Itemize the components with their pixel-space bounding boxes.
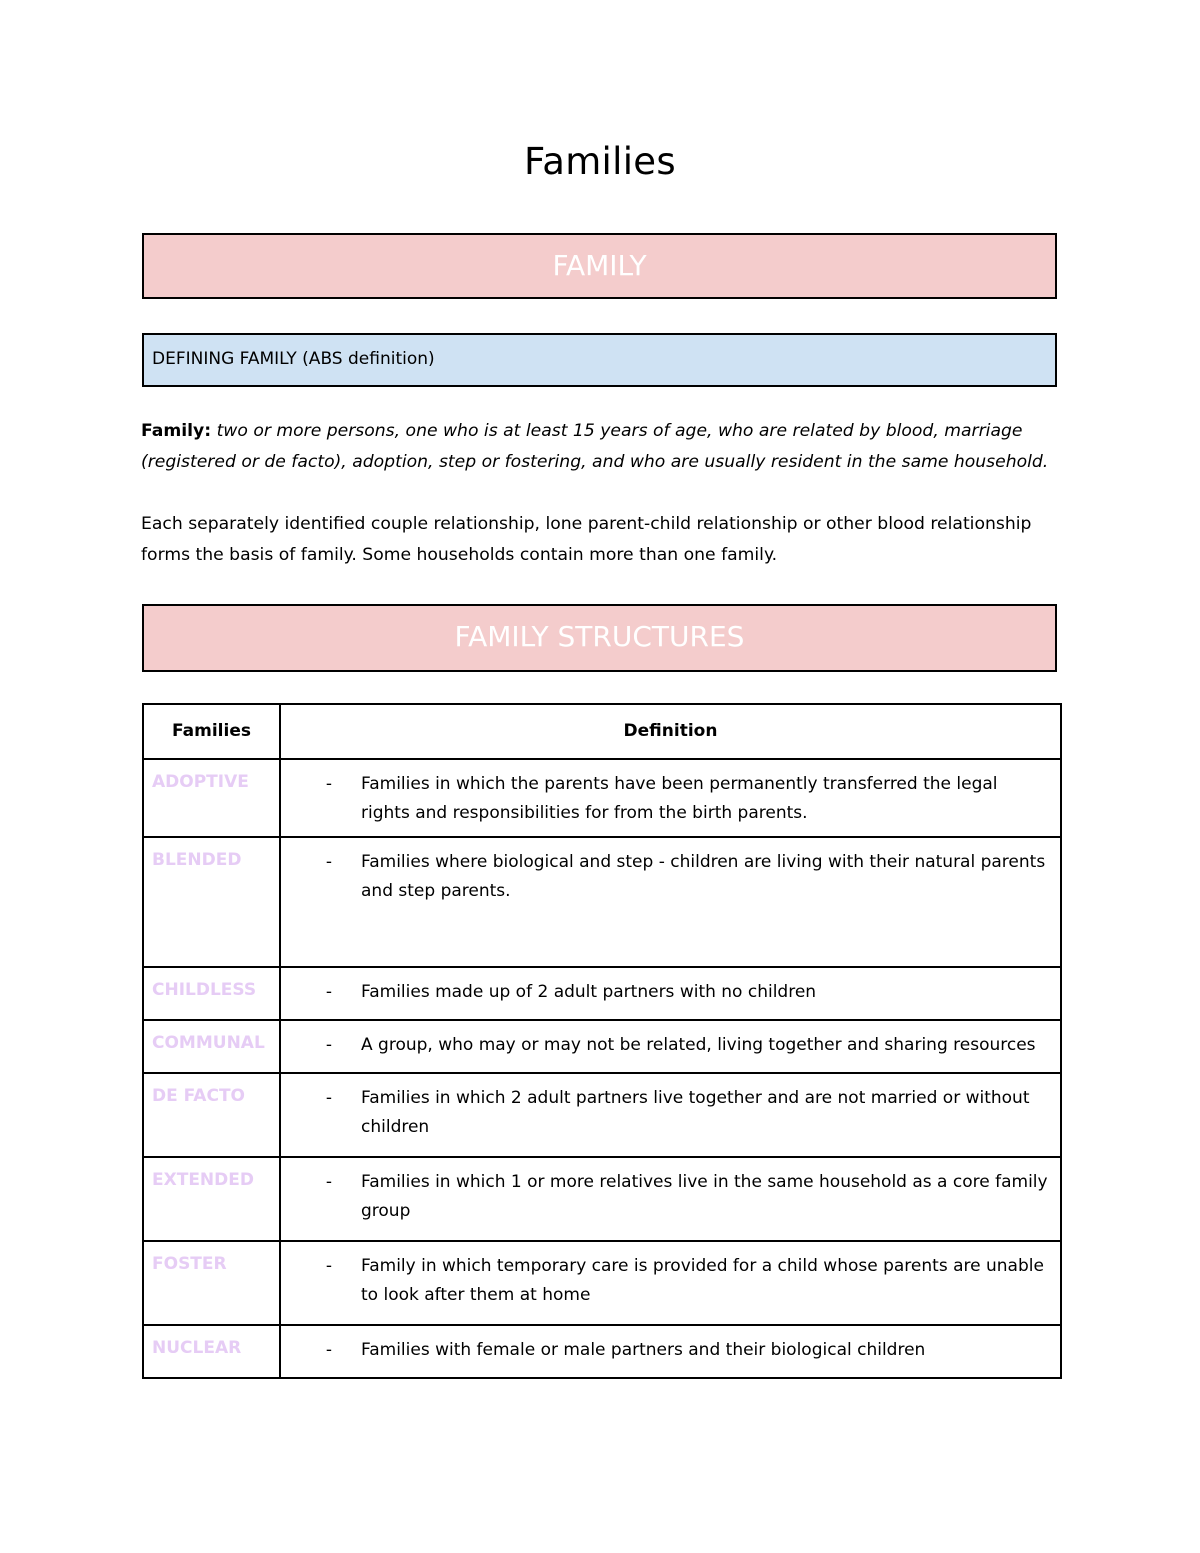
table-row [143,1020,1061,1073]
bullet-dash: - [325,852,333,872]
definition-text: Families with female or male partners and their biological children [361,1340,926,1360]
definition-cell [280,1073,1061,1157]
bullet-dash: - [325,1172,333,1192]
definition-cell [280,759,1061,837]
table-header-row [143,704,1061,759]
table-row [143,837,1061,967]
family-type: BLENDED [143,837,280,967]
definition-text: Family in which temporary care is provided for a child whose parents are unable to look after them at home [361,1256,1044,1305]
table-row [143,1073,1061,1157]
family-type: FOSTER [143,1241,280,1325]
family-type: CHILDLESS [143,967,280,1020]
family-structures-banner: FAMILY STRUCTURES [142,604,1057,672]
bullet-dash: - [325,1088,333,1108]
family-banner: FAMILY [142,233,1057,299]
header-families: Families [143,704,280,759]
family-type: DE FACTO [143,1073,280,1157]
page-title: Families [524,140,676,183]
definition-text: two or more persons, one who is at least 15 years of age, who are related by blood, marriage (registered or de facto), adoption, step or fostering, and who are usually resident in the same household. [141,421,1049,472]
definition-text: Families in which 2 adult partners live together and are not married or without children [361,1088,1030,1137]
definition-cell [280,1325,1061,1378]
definition-term: Family: [141,421,212,441]
family-type: NUCLEAR [143,1325,280,1378]
header-definition: Definition [280,704,1061,759]
bullet-dash: - [325,1035,333,1055]
family-basis-paragraph: Each separately identified couple relationship, lone parent-child relationship or other blood relationship forms the basis of family. Some households contain more than one family. [141,514,1032,565]
family-type: COMMUNAL [143,1020,280,1073]
family-type: EXTENDED [143,1157,280,1241]
table-row [143,1325,1061,1378]
definition-cell [280,1157,1061,1241]
definition-text: Families where biological and step - children are living with their natural parents and step parents. [361,852,1046,901]
bullet-dash: - [325,1256,333,1276]
definition-cell [280,837,1061,967]
table-row [143,759,1061,837]
definition-text: A group, who may or may not be related, living together and sharing resources [361,1035,1036,1055]
family-definition-paragraph [141,416,1071,478]
bullet-dash: - [325,1340,333,1360]
table-row [143,1157,1061,1241]
definition-cell [280,967,1061,1020]
definition-text: Families in which 1 or more relatives live in the same household as a core family group [361,1172,1048,1221]
family-type: ADOPTIVE [143,759,280,837]
table-row [143,967,1061,1020]
definition-cell [280,1020,1061,1073]
definition-text: Families made up of 2 adult partners with no children [361,982,817,1002]
definition-cell [280,1241,1061,1325]
defining-family-subheading: DEFINING FAMILY (ABS definition) [142,333,1057,387]
definition-text: Families in which the parents have been permanently transferred the legal rights and responsibilities for from the birth parents. [361,774,998,823]
table-row [143,1241,1061,1325]
family-structures-table [142,703,1062,1379]
bullet-dash: - [325,982,333,1002]
bullet-dash: - [325,774,333,794]
